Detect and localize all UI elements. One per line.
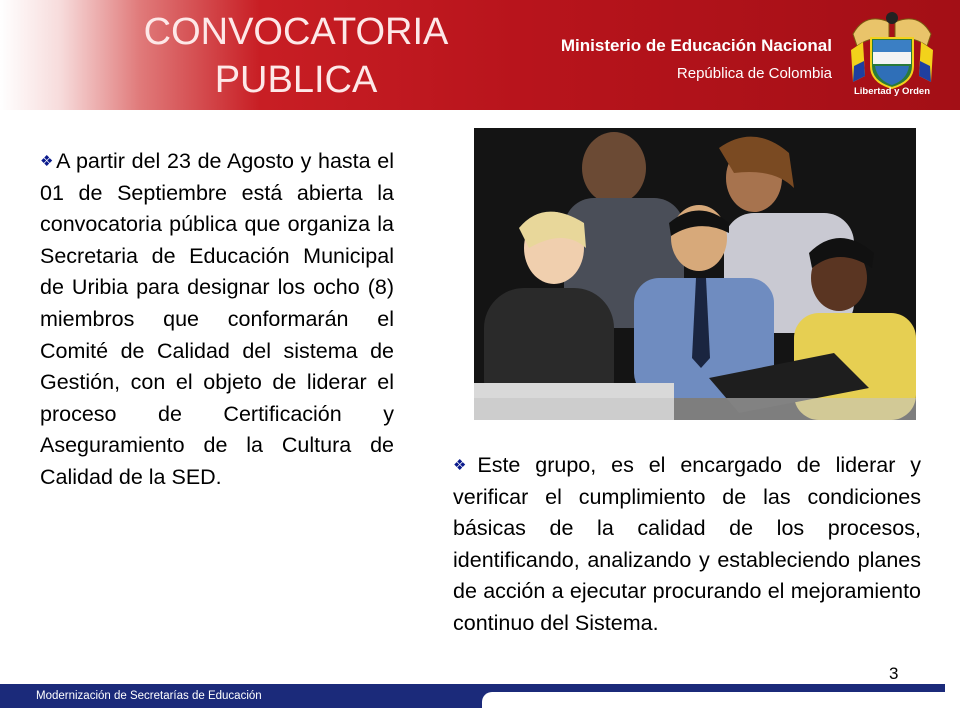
- ministry-name: Ministerio de Educación Nacional: [560, 36, 832, 55]
- footer-text: Modernización de Secretarías de Educación: [36, 690, 262, 702]
- footer-notch: [482, 692, 945, 720]
- slide-title-line2: PUBLICA: [214, 59, 378, 101]
- right-paragraph: [453, 450, 921, 640]
- republic-name: República de Colombia: [676, 65, 832, 82]
- photo-group-at-laptop: [474, 128, 916, 420]
- slide-title: [96, 8, 496, 104]
- left-paragraph: [40, 146, 394, 494]
- diamond-bullet-icon: ❖: [40, 153, 55, 170]
- diamond-bullet-icon: ❖: [453, 457, 476, 474]
- slide-title-line1: CONVOCATORIA: [143, 11, 449, 53]
- right-paragraph-text: Este grupo, es el encargado de liderar y verificar el cumplimiento de las condiciones básicas de la calidad de los procesos, identificando, analizando y estableciendo planes de acción a ejecutar procurando el mejoramiento continuo del Sistema.: [453, 453, 921, 635]
- page-number: 3: [889, 664, 899, 683]
- crest-motto: Libertad y Orden: [853, 86, 930, 97]
- left-paragraph-text: A partir del 23 de Agosto y hasta el 01 de Septiembre está abierta la convocatoria pública que organiza la Secretaria de Educación Municipal de Uribia para designar los ocho (8) miembros que conformarán el Comité de Calidad del sistema de Gestión, con el objeto de liderar el proceso de Certificación y Aseguramiento de la Cultura de Calidad de la SED.: [40, 149, 394, 489]
